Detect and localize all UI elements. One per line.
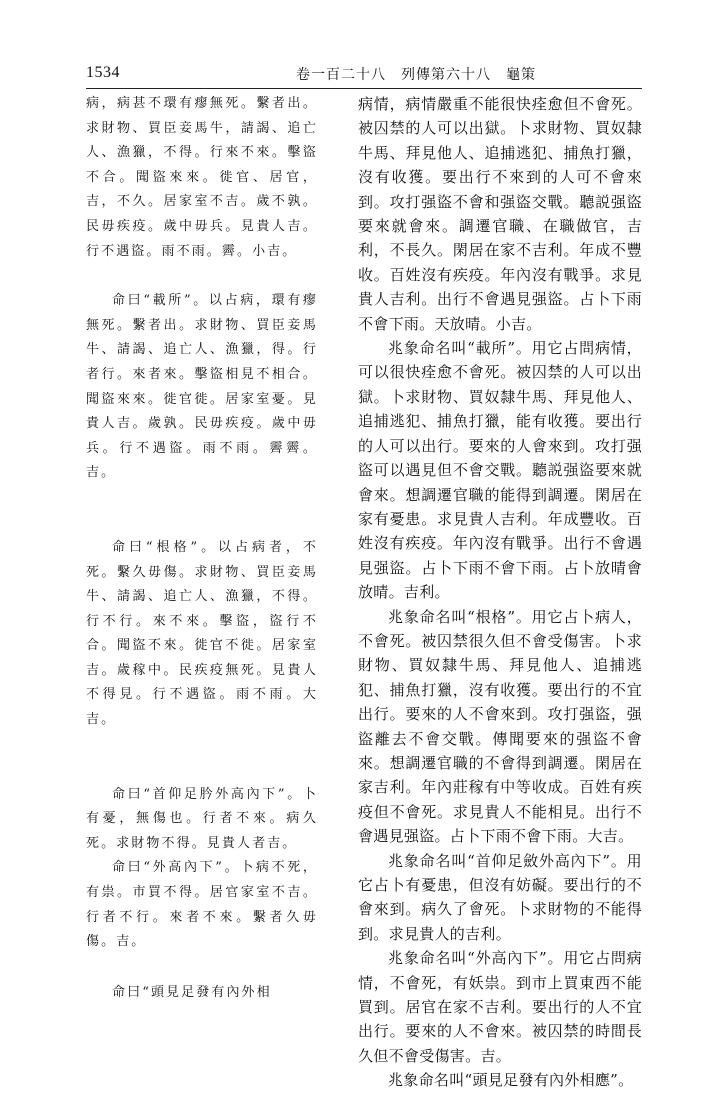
translation-paragraph: 兆象命名叫“根格”。用它占卜病人，不會死。被囚禁很久但不會受傷害。卜求財物、買奴隸牛馬、拜見他人、追捕逃犯、捕魚打獵，沒有收獲。要出行的不宜出行。要來的人不會來到。攻打强盜，强盜離去不會交戰。傳聞要來的强盜不會來。想調遷官職的不會得到調遷。閑居在家吉利。年內莊稼有中等收成。百姓有疾疫但不會死。求見貴人不能相見。出行不會遇見强盜。占卜下雨不會下雨。大吉。 [358,607,642,846]
translation-paragraph: 兆象命名叫“頭見足發有內外相應”。 [388,1071,634,1090]
classical-paragraph: 命曰“載所”。以占病，環有瘳無死。繫者出。求財物、買臣妾馬牛、請謁、追亡人、漁獵，得。行者行。來者來。擊盜相見不相合。聞盜來來。徙官徙。居家室憂。見貴人吉。歲孰。民毋疾疫。歲中毋兵。行不遇盜。雨不雨。霽霽。吉。 [86,293,318,481]
translation-paragraph: 病情，病情嚴重不能很快痊愈但不會死。被囚禁的人可以出獄。卜求財物、買奴隸牛馬、拜見他人、追捕逃犯、捕魚打獵，沒有收獲。要出行不來到的人可不會來到。攻打强盜不會和强盜交戰。聽説强盜要來就會來。調遷官職、在職做官，吉利，不長久。閑居在家不吉利。年成不豐收。百姓沒有疾疫。年內沒有戰爭。求見貴人吉利。出行不會遇見强盜。占卜下雨不會下雨。天放晴。小吉。 [358,95,642,333]
translation-paragraph: 兆象命名叫“載所”。用它占問病情，可以很快痊愈不會死。被囚禁的人可以出獄。卜求財物、買奴隸牛馬、拜見他人、追捕逃犯、捕魚打獵，能有收獲。要出行的人可以出行。要來的人會來到。攻打强盜可以遇見但不會交戰。聽説强盜要來就會來。想調遷官職的能得到調遷。閑居在家有憂患。求見貴人吉利。年成豐收。百姓沒有疾疫。年內沒有戰爭。出行不會遇見强盜。占卜下雨不會下雨。占卜放晴會放晴。吉利。 [358,339,642,602]
classical-paragraph: 命曰“首仰足肣外高內下”。卜有憂，無傷也。行者不來。病久死。求財物不得。見貴人者吉。 [86,786,318,851]
classical-text-column [86,92,318,1005]
page-number: 1534 [86,64,120,81]
translation-paragraph: 兆象命名叫“外高內下”。用它占問病情，不會死，有妖祟。到市上買東西不能買到。居官在家不吉利。要出行的人不宜出行。要來的人不會來。被囚禁的時間長久但不會受傷害。吉。 [358,949,642,1065]
classical-paragraph: 命曰“頭見足發有內外相 [112,984,272,1000]
header-rule [86,88,642,89]
page-header [86,64,642,90]
running-title: 卷一百二十八 列傳第六十八 龜策 [296,67,536,83]
classical-paragraph: 病，病甚不環有瘳無死。繫者出。求財物、買臣妾馬牛，請謁、追亡人、漁獵，不得。行來不來。擊盜不合。聞盜來來。徙官、居官，吉，不久。居家室不吉。歲不孰。民毋疾疫。歲中毋兵。見貴人吉。行不遇盜。雨不雨。霽。小吉。 [86,96,318,259]
classical-paragraph: 命曰“外高內下”。卜病不死，有祟。市買不得。居官家室不吉。行者不行。來者不來。繫者久毋傷。吉。 [86,860,318,950]
translation-paragraph: 兆象命名叫“首仰足斂外高內下”。用它占卜有憂患，但沒有妨礙。要出行的不會來到。病久了會死。卜求財物的不能得到。求見貴人的吉利。 [358,851,642,943]
translation-column [358,92,642,1093]
classical-paragraph: 命曰“根格”。以占病者，不死。繫久毋傷。求財物、買臣妾馬牛、請謁、追亡人、漁獵，不得。行不行。來不來。擊盜，盜行不合。聞盜不來。徙官不徙。居家室吉。歲稼中。民疾疫無死。見貴人不得見。行不遇盜。雨不雨。大吉。 [86,539,318,728]
